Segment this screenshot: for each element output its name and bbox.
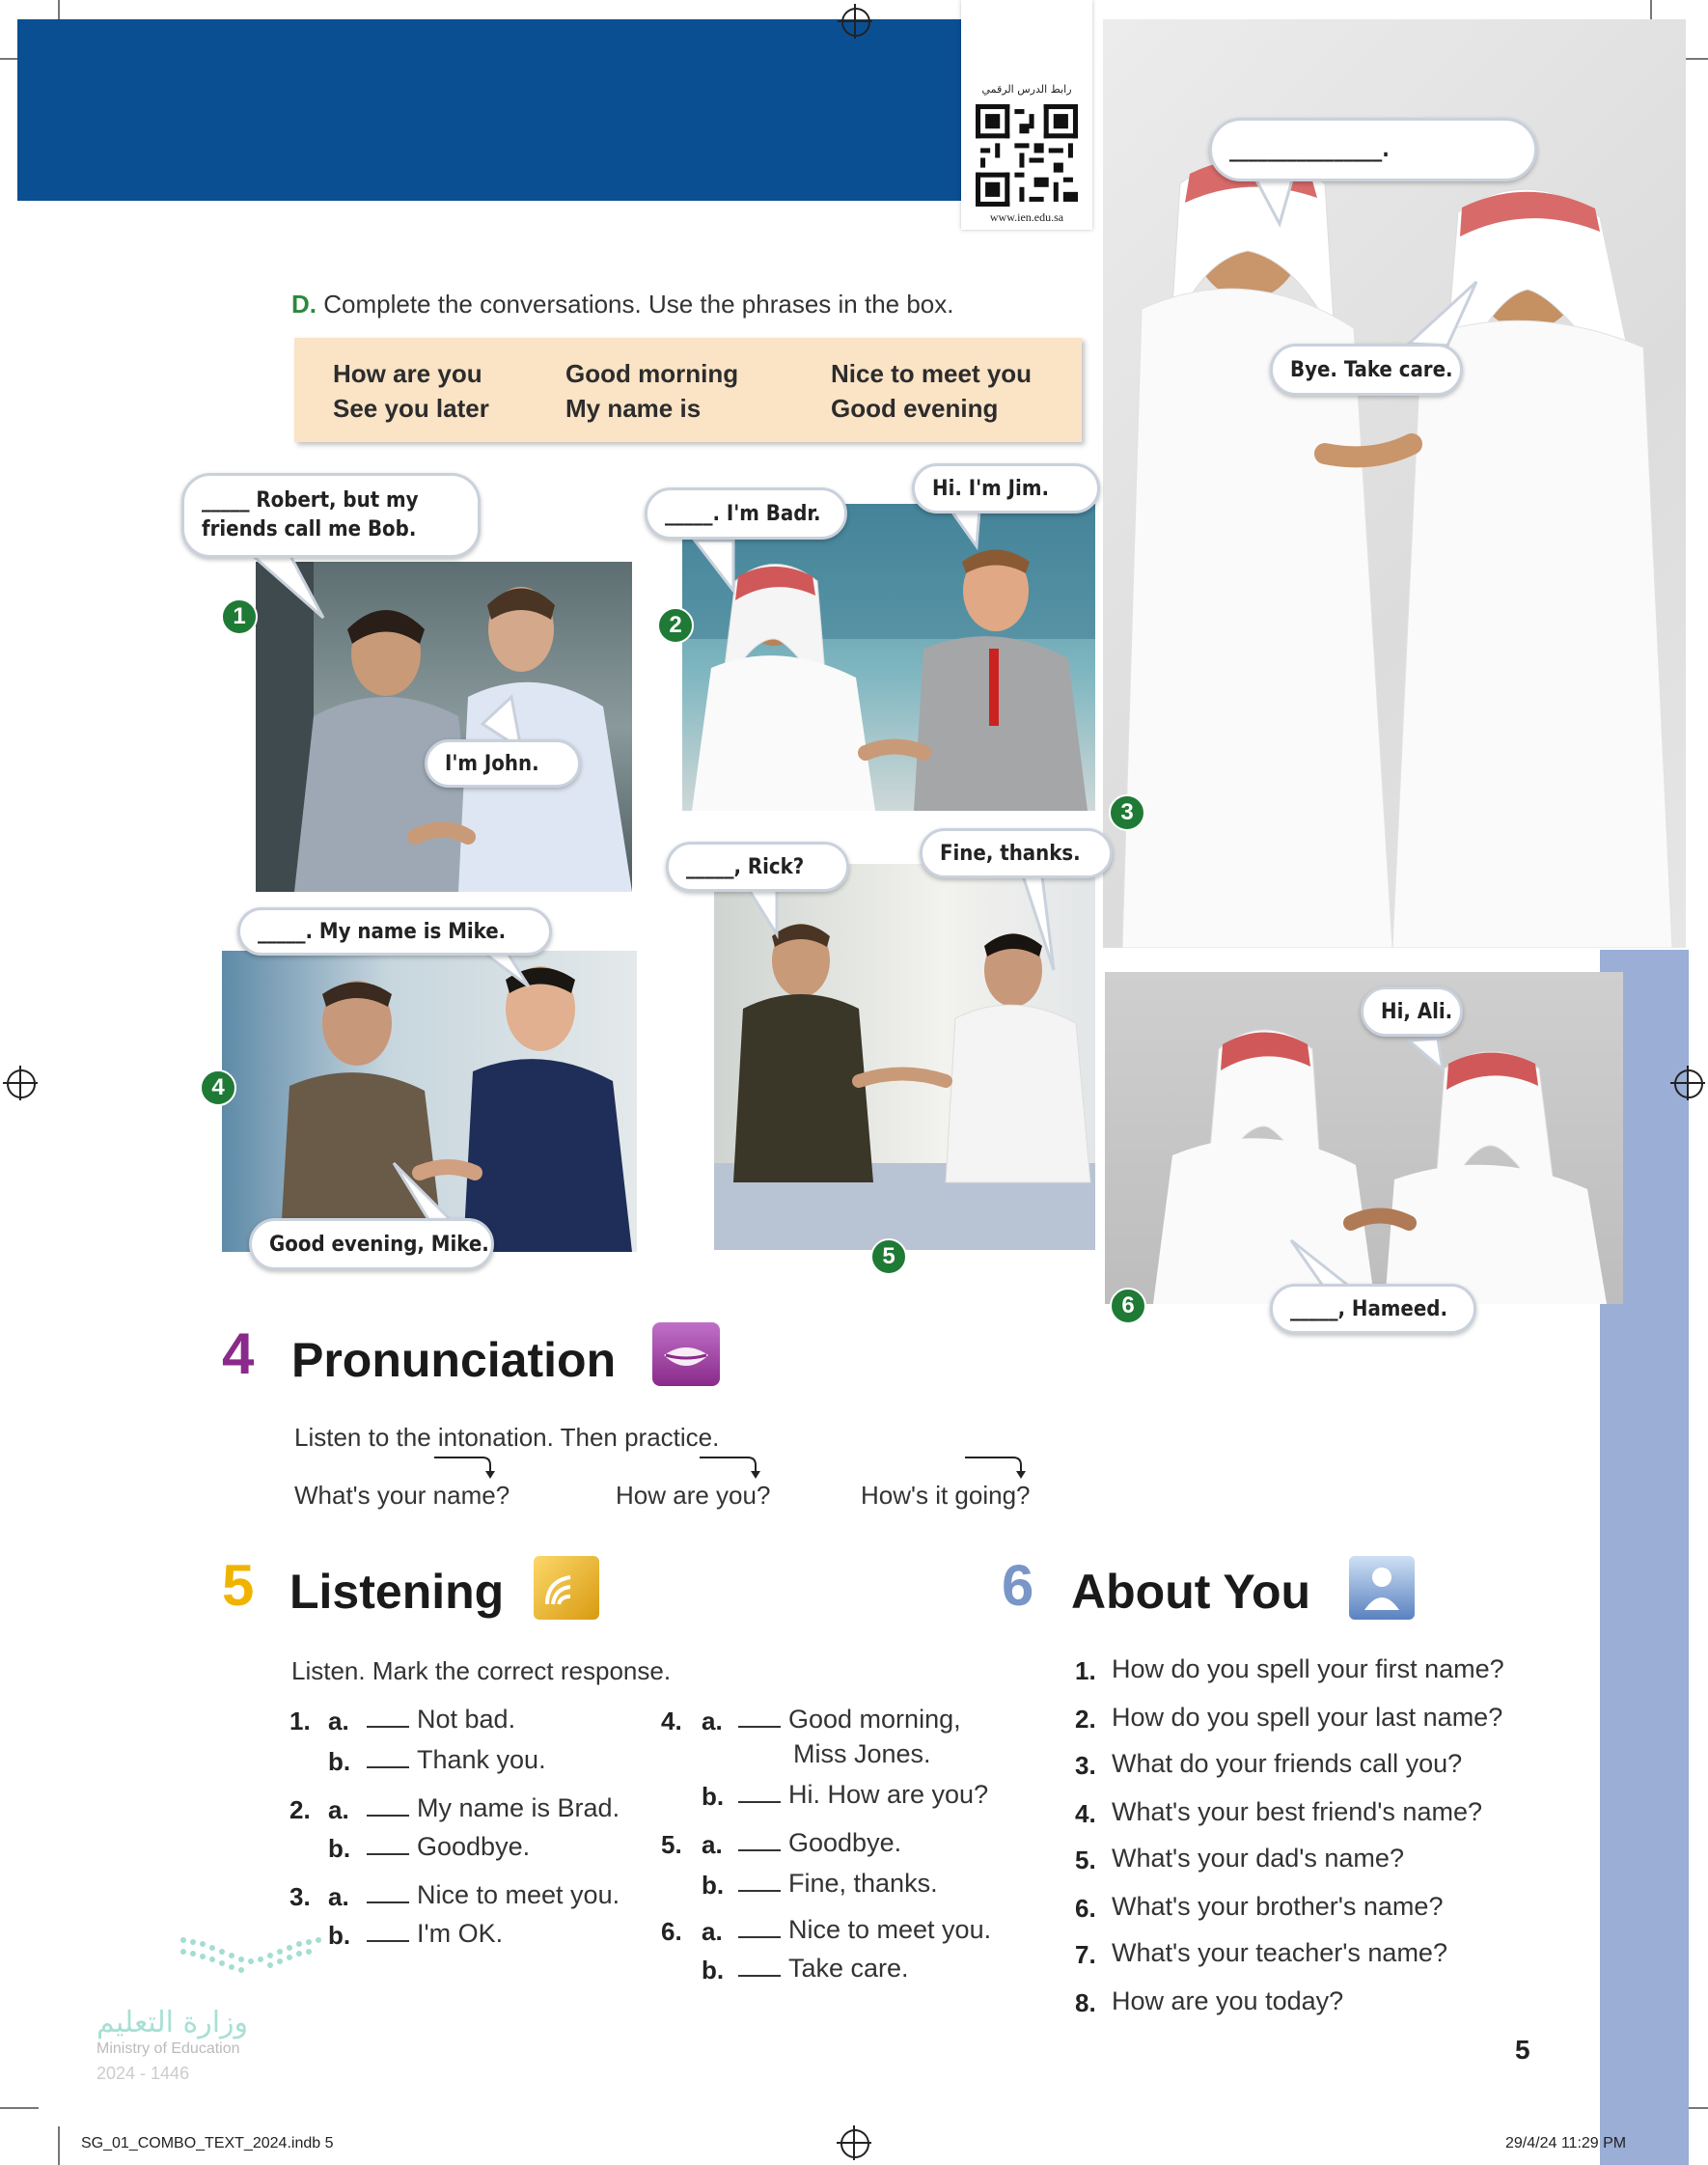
speech-bubble — [912, 463, 1100, 513]
option-letter: b. — [328, 1747, 351, 1776]
tail-c3a — [1254, 177, 1293, 224]
speech-bubble — [666, 842, 849, 892]
registration-mark-icon — [840, 2129, 869, 2158]
option-letter: b. — [328, 1921, 351, 1950]
item-number: 4. — [661, 1707, 682, 1735]
answer-option[interactable] — [738, 1915, 991, 1945]
bubble-text: , Hameed. — [1337, 1296, 1447, 1321]
answer-option[interactable] — [367, 1880, 620, 1910]
option-letter: a. — [328, 1882, 349, 1911]
option-letter: a. — [328, 1707, 349, 1735]
section-number: 4 — [222, 1321, 255, 1386]
blank: _____ — [665, 501, 713, 526]
answer-blank[interactable] — [738, 1801, 781, 1803]
footer-date: 29/4/24 11:29 PM — [1505, 2135, 1627, 2151]
person-icon — [1349, 1556, 1415, 1620]
answer-option[interactable] — [367, 1793, 620, 1823]
speech-bubble — [645, 487, 847, 540]
bubble-text: Fine, thanks. — [940, 841, 1081, 866]
answer-option[interactable] — [738, 1780, 988, 1810]
option-text: Good morning, — [788, 1705, 961, 1734]
speech-bubble — [237, 907, 552, 956]
section-title: Pronunciation — [291, 1333, 617, 1387]
question-text: What's your dad's name? — [1112, 1844, 1404, 1873]
answer-blank[interactable] — [367, 1815, 409, 1817]
tail-c2b — [950, 510, 979, 546]
option-text: Hi. How are you? — [788, 1780, 989, 1809]
bubble-text: ________________. — [1229, 137, 1390, 162]
tail-c2a — [695, 541, 733, 591]
bubble-text: . I'm Badr. — [712, 501, 821, 526]
page-number: 5 — [1515, 2035, 1530, 2065]
conversation-number: 6 — [1110, 1288, 1146, 1324]
question-number: 7. — [1075, 1940, 1096, 1969]
tail-c3b — [1409, 282, 1476, 346]
section-title: Listening — [289, 1565, 505, 1619]
item-number: 1. — [289, 1707, 311, 1735]
question-number: 5. — [1075, 1846, 1096, 1874]
answer-option[interactable] — [738, 1869, 938, 1899]
option-letter: a. — [328, 1795, 349, 1824]
lips-icon — [652, 1322, 720, 1386]
answer-blank[interactable] — [738, 1849, 781, 1851]
bubble-text: Good evening, Mike. — [269, 1232, 489, 1257]
phrase: My name is — [565, 394, 702, 423]
ministry-name-arabic: وزارة التعليم — [96, 2006, 249, 2040]
conversation-number: 5 — [870, 1238, 907, 1275]
question-number: 1. — [1075, 1656, 1096, 1685]
ministry-year: 2024 - 1446 — [96, 2064, 190, 2083]
option-letter: b. — [702, 1956, 725, 1985]
option-letter: b. — [328, 1834, 351, 1863]
answer-option[interactable] — [738, 1705, 961, 1735]
answer-option[interactable] — [738, 1954, 909, 1984]
conversation-number: 4 — [200, 1069, 236, 1106]
question-number: 2. — [1075, 1705, 1096, 1734]
option-letter: a. — [702, 1707, 723, 1735]
option-text-continued: Miss Jones. — [793, 1739, 931, 1768]
phrase: Good morning — [565, 359, 739, 388]
intonation-example: How's it going? — [861, 1481, 1031, 1510]
answer-blank[interactable] — [367, 1940, 409, 1942]
listening-instruction: Listen. Mark the correct response. — [291, 1656, 672, 1685]
question-number: 6. — [1075, 1894, 1096, 1923]
item-number: 3. — [289, 1882, 311, 1911]
conversation-number: 2 — [657, 607, 694, 644]
answer-blank[interactable] — [367, 1726, 409, 1728]
phrase: Nice to meet you — [831, 359, 1033, 388]
option-letter: b. — [702, 1871, 725, 1900]
blank: _____ — [202, 488, 250, 513]
intonation-example: How are you? — [616, 1481, 771, 1510]
bubble-text: I'm John. — [445, 751, 539, 776]
question-number: 8. — [1075, 1988, 1096, 2017]
speech-bubble — [181, 473, 481, 558]
footer-file: SG_01_COMBO_TEXT_2024.indb 5 — [81, 2135, 334, 2151]
audio-icon — [534, 1556, 599, 1620]
crop-mark — [58, 2126, 60, 2165]
bubble-text: . My name is Mike. — [305, 919, 507, 944]
intonation-arrow-icon — [425, 1450, 502, 1481]
answer-option[interactable] — [367, 1745, 546, 1775]
answer-blank[interactable] — [367, 1766, 409, 1768]
intonation-example: What's your name? — [294, 1481, 510, 1510]
option-text: Nice to meet you. — [788, 1915, 992, 1944]
speech-bubble — [425, 739, 581, 788]
question-text: What do your friends call you? — [1112, 1749, 1463, 1778]
bubble-text: , Rick? — [733, 854, 805, 879]
tail-c4a — [482, 952, 529, 986]
section-number: 6 — [1002, 1553, 1034, 1618]
blank: _____ — [1290, 1296, 1338, 1321]
answer-option[interactable] — [367, 1705, 515, 1735]
question-text: What's your teacher's name? — [1112, 1938, 1447, 1967]
intonation-arrow-icon — [690, 1450, 767, 1481]
conversation-number: 1 — [221, 598, 258, 635]
bubble-text: Hi, Ali. — [1381, 999, 1453, 1024]
item-number: 2. — [289, 1795, 311, 1824]
option-letter: a. — [702, 1917, 723, 1946]
answer-option[interactable] — [738, 1828, 901, 1858]
conversation-number: 3 — [1109, 794, 1145, 831]
tail-c1a — [251, 554, 323, 618]
answer-blank[interactable] — [367, 1853, 409, 1855]
option-text: My name is Brad. — [417, 1793, 620, 1822]
option-text: Goodbye. — [788, 1828, 902, 1857]
answer-option[interactable] — [367, 1919, 503, 1949]
question-text: How do you spell your last name? — [1112, 1703, 1503, 1732]
speech-bubble — [920, 828, 1113, 878]
option-letter: a. — [702, 1830, 723, 1859]
section-number: 5 — [222, 1553, 255, 1618]
option-letter: b. — [702, 1782, 725, 1811]
answer-blank[interactable] — [738, 1890, 781, 1892]
bubble-text: Bye. Take care. — [1290, 357, 1453, 382]
speech-bubble — [1209, 118, 1537, 181]
tail-c5a — [748, 888, 777, 934]
bubble-text: Robert, but my friends call me Bob. — [202, 488, 419, 541]
registration-mark-icon — [7, 1069, 36, 1098]
answer-blank[interactable] — [367, 1901, 409, 1903]
question-text: How do you spell your first name? — [1112, 1654, 1504, 1683]
question-number: 4. — [1075, 1799, 1096, 1828]
bubble-text: Hi. I'm Jim. — [932, 476, 1049, 501]
question-text: How are you today? — [1112, 1986, 1344, 2015]
ministry-logo-icon — [174, 1930, 347, 1988]
option-text: Take care. — [788, 1954, 909, 1983]
question-number: 3. — [1075, 1751, 1096, 1780]
option-text: Nice to meet you. — [417, 1880, 620, 1909]
pronunciation-instruction: Listen to the intonation. Then practice. — [294, 1423, 720, 1452]
option-text: Fine, thanks. — [788, 1869, 938, 1898]
instruction-text: Complete the conversations. Use the phrases in the box. — [323, 290, 954, 319]
phrase: See you later — [333, 394, 489, 423]
blank: _____ — [686, 854, 734, 879]
answer-blank[interactable] — [738, 1936, 781, 1938]
answer-option[interactable] — [367, 1832, 530, 1862]
qr-title: رابط الدرس الرقمي — [981, 83, 1072, 96]
option-text: I'm OK. — [417, 1919, 504, 1948]
section-title: About You — [1071, 1565, 1311, 1619]
registration-mark-icon — [1674, 1069, 1703, 1098]
speech-bubble — [1270, 1284, 1476, 1334]
ministry-name-english: Ministry of Education — [96, 2040, 240, 2057]
question-text: What's your brother's name? — [1112, 1892, 1444, 1921]
item-number: 5. — [661, 1830, 682, 1859]
speech-bubble — [1270, 344, 1463, 396]
blank: _____ — [258, 919, 306, 944]
answer-blank[interactable] — [738, 1726, 781, 1728]
phrase: Good evening — [831, 394, 999, 423]
speech-bubble — [249, 1218, 494, 1270]
crop-mark — [0, 2107, 39, 2109]
tail-c4b — [394, 1163, 452, 1221]
item-number: 6. — [661, 1917, 682, 1946]
option-text: Goodbye. — [417, 1832, 531, 1861]
option-text: Not bad. — [417, 1705, 516, 1734]
answer-blank[interactable] — [738, 1975, 781, 1977]
phrase: How are you — [333, 359, 482, 388]
tail-c6a — [1409, 1039, 1443, 1069]
exercise-letter: D. — [291, 290, 317, 319]
question-text: What's your best friend's name? — [1112, 1797, 1482, 1826]
intonation-arrow-icon — [955, 1450, 1033, 1481]
qr-url[interactable]: www.ien.edu.sa — [989, 210, 1064, 224]
speech-bubble — [1361, 986, 1463, 1037]
option-text: Thank you. — [417, 1745, 546, 1774]
